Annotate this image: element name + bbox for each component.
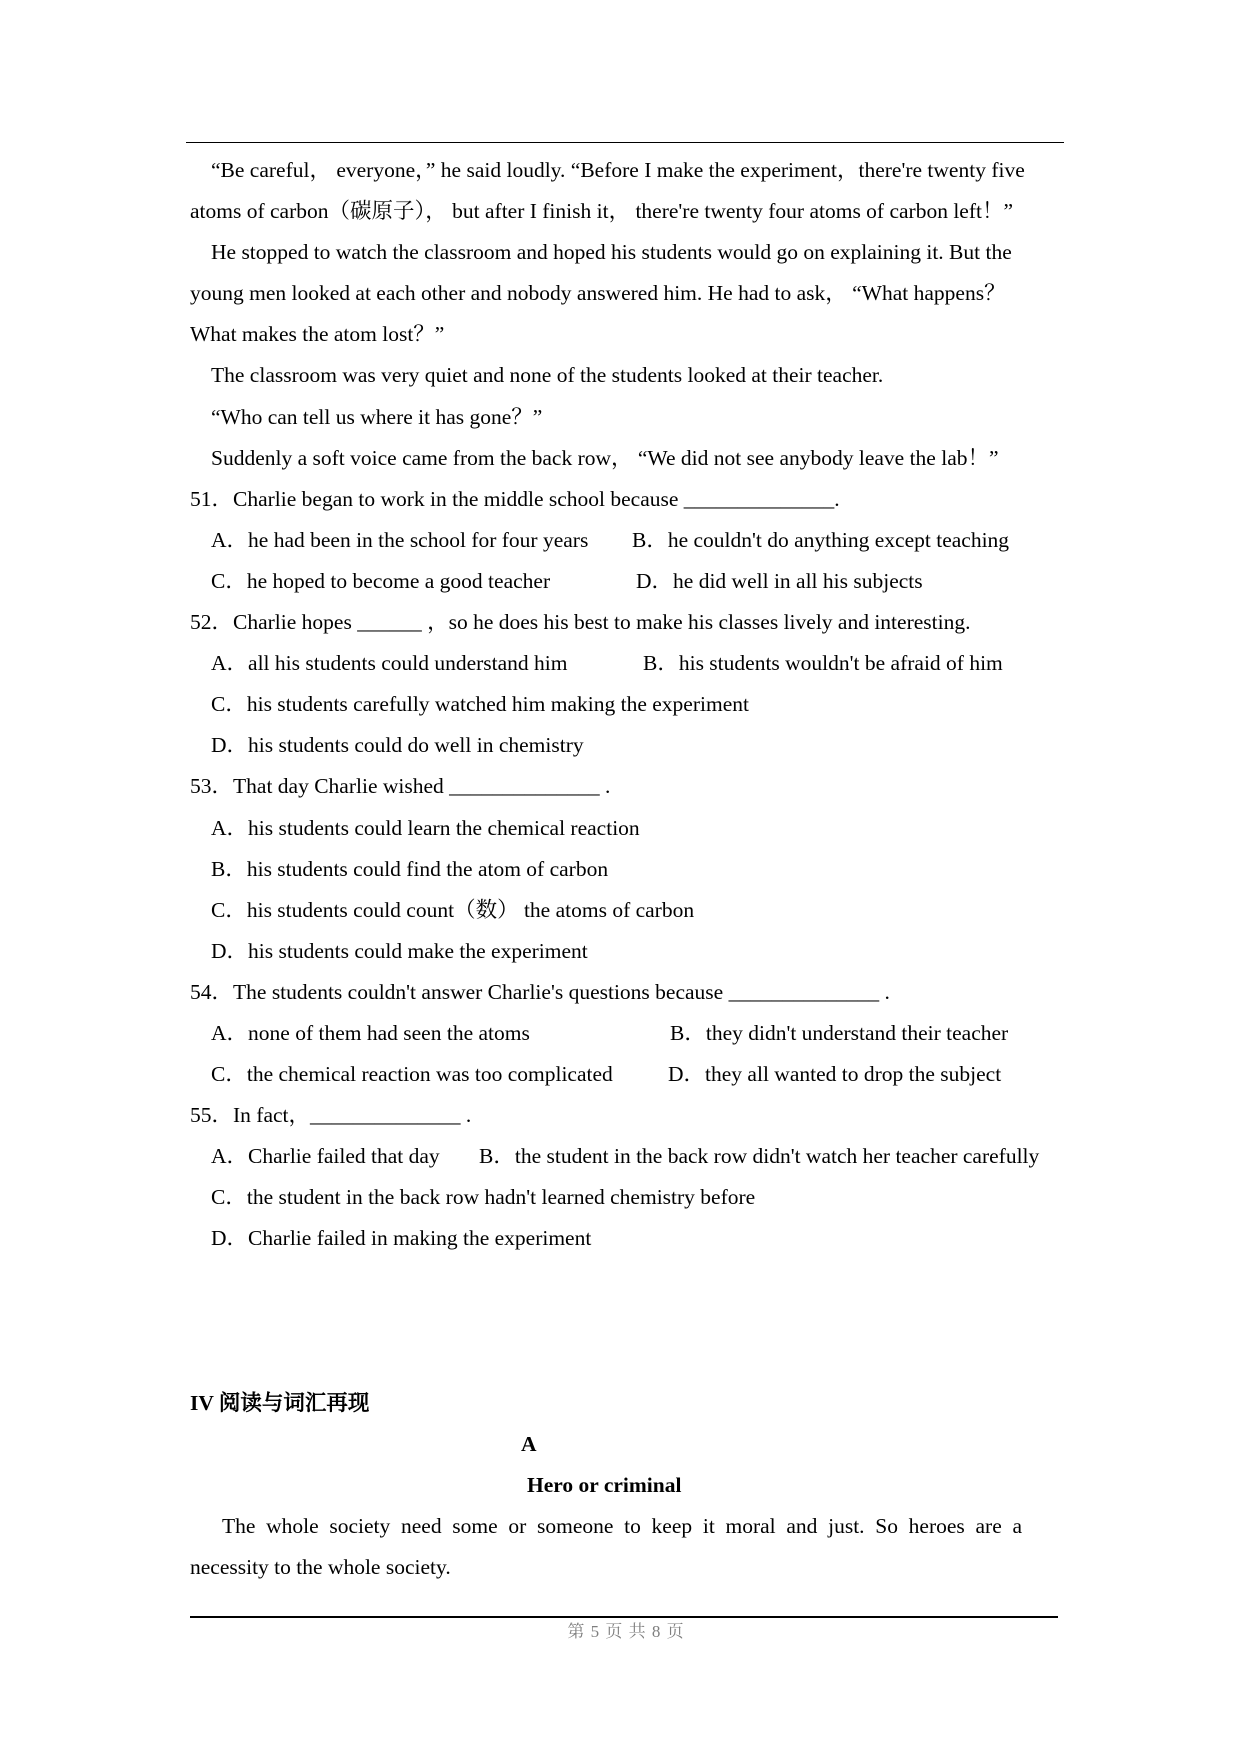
option-text: he had been in the school for four years [248, 527, 589, 552]
option-text: he did well in all his subjects [673, 568, 923, 593]
option-text: his students carefully watched him making the experiment [246, 692, 749, 717]
option-text: the student in the back row hadn't learned chemistry before [246, 1185, 756, 1210]
question-53-option-b [190, 849, 1190, 890]
option-label: D． [211, 1226, 249, 1251]
question-52-option-b [643, 643, 1003, 684]
option-label: D． [668, 1062, 706, 1087]
option-text: his students could make the experiment [248, 938, 588, 963]
passage-line: He stopped to watch the classroom and hoped his students would go on explaining it. But the [211, 240, 1012, 265]
option-label: C． [211, 897, 247, 922]
article-title: Hero or criminal [527, 1473, 682, 1498]
question-53-option-d [190, 931, 1190, 972]
question-54-stem [190, 972, 1190, 1013]
question-text: The students couldn't answer Charlie's questions because ______________ . [233, 979, 890, 1004]
question-52-stem [190, 602, 1190, 643]
passage-line: “Be careful， everyone，” he said loudly. “Before I make the experiment，there're twenty five [211, 158, 1025, 182]
question-51-options-row [190, 561, 1190, 602]
option-text: his students wouldn't be afraid of him [678, 651, 1003, 676]
question-number: 51． [190, 486, 234, 511]
option-text: the student in the back row didn't watch her teacher carefully [514, 1144, 1040, 1169]
question-54-option-d [668, 1054, 1001, 1095]
question-51-option-d [636, 561, 923, 602]
question-51-stem [190, 479, 1190, 520]
passage-line: atoms of carbon（碳原子）， but after I finish it， there're twenty four atoms of carbon left！” [190, 199, 1014, 224]
passage-line: The classroom was very quiet and none of the students looked at their teacher. [211, 363, 884, 388]
option-label: D． [636, 568, 674, 593]
question-54-options-row [190, 1013, 1190, 1054]
passage-line: Suddenly a soft voice came from the back row， “We did not see anybody leave the lab！” [211, 445, 999, 470]
option-text: the chemical reaction was too complicated [246, 1062, 613, 1087]
option-text: he hoped to become a good teacher [246, 568, 551, 593]
option-label: B． [670, 1020, 706, 1045]
option-label: B． [211, 856, 247, 881]
option-label: B． [632, 527, 668, 552]
question-55-option-d [190, 1218, 1190, 1259]
question-53-stem [190, 766, 1190, 807]
question-51-option-b [632, 520, 1009, 561]
question-number: 55． [190, 1103, 234, 1128]
question-55-stem [190, 1095, 1190, 1136]
question-54-option-a [211, 1013, 530, 1054]
question-54-options-row [190, 1054, 1190, 1095]
option-text: his students could do well in chemistry [248, 733, 584, 758]
paragraph-line [190, 1506, 1190, 1547]
question-52-option-c [190, 684, 1190, 725]
footer-rule [190, 1616, 1058, 1618]
question-54-option-b [670, 1013, 1008, 1054]
option-label: C． [211, 1185, 247, 1210]
option-label: C． [211, 568, 247, 593]
option-label: A． [211, 527, 249, 552]
option-label: B． [643, 651, 679, 676]
question-number: 54． [190, 979, 234, 1004]
option-label: B． [479, 1144, 515, 1169]
question-55-option-a [211, 1136, 440, 1177]
option-text: his students could count（数） the atoms of carbon [246, 897, 695, 922]
option-label: A． [211, 815, 249, 840]
section-heading: IV 阅读与词汇再现 [190, 1390, 370, 1415]
option-label: A． [211, 651, 249, 676]
paragraph-text: The whole society need some or someone to keep it moral and just. So heroes are a [222, 1514, 1022, 1539]
question-51-option-c [211, 561, 550, 602]
passage-line: young men looked at each other and nobody answered him. He had to ask， “What happens？ [190, 281, 1006, 306]
part-label: A [521, 1431, 537, 1456]
option-text: all his students could understand him [248, 651, 568, 676]
option-label: A． [211, 1020, 249, 1045]
option-text: Charlie failed in making the experiment [248, 1226, 592, 1251]
question-text: In fact，______________ . [233, 1103, 472, 1128]
question-52-option-d [190, 725, 1190, 766]
question-51-option-a [211, 520, 588, 561]
option-label: C． [211, 692, 247, 717]
option-text: he couldn't do anything except teaching [667, 527, 1010, 552]
option-text: they all wanted to drop the subject [705, 1062, 1002, 1087]
passage-line: What makes the atom lost？” [190, 322, 445, 347]
option-text: his students could learn the chemical reaction [248, 815, 640, 840]
page-number: 第 5 页 共 8 页 [567, 1622, 685, 1641]
question-55-option-c [190, 1177, 1190, 1218]
page-content [190, 150, 1190, 1588]
question-text: That day Charlie wished ______________ . [233, 774, 611, 799]
question-53-option-c [190, 890, 1190, 931]
question-54-option-c [211, 1054, 613, 1095]
section-spacer [190, 1260, 1190, 1383]
question-52-options-row [190, 643, 1190, 684]
passage-line: “Who can tell us where it has gone？” [211, 404, 543, 429]
option-label: D． [211, 938, 249, 963]
option-text: Charlie failed that day [248, 1144, 440, 1169]
question-53-option-a [190, 808, 1190, 849]
option-label: C． [211, 1062, 247, 1087]
question-51-options-row [190, 520, 1190, 561]
question-text: Charlie began to work in the middle school because ______________. [233, 486, 840, 511]
option-text: they didn't understand their teacher [705, 1020, 1009, 1045]
header-rule [186, 142, 1064, 143]
option-label: A． [211, 1144, 249, 1169]
question-number: 53． [190, 774, 234, 799]
question-55-options-row [190, 1136, 1190, 1177]
option-text: none of them had seen the atoms [248, 1020, 530, 1045]
option-label: D． [211, 733, 249, 758]
paragraph-line: necessity to the whole society. [190, 1555, 451, 1580]
question-55-option-b [479, 1136, 1039, 1177]
question-text: Charlie hopes ______ ，so he does his best to make his classes lively and interesting. [233, 610, 971, 635]
question-52-option-a [211, 643, 568, 684]
option-text: his students could find the atom of carbon [246, 856, 609, 881]
question-number: 52． [190, 610, 234, 635]
